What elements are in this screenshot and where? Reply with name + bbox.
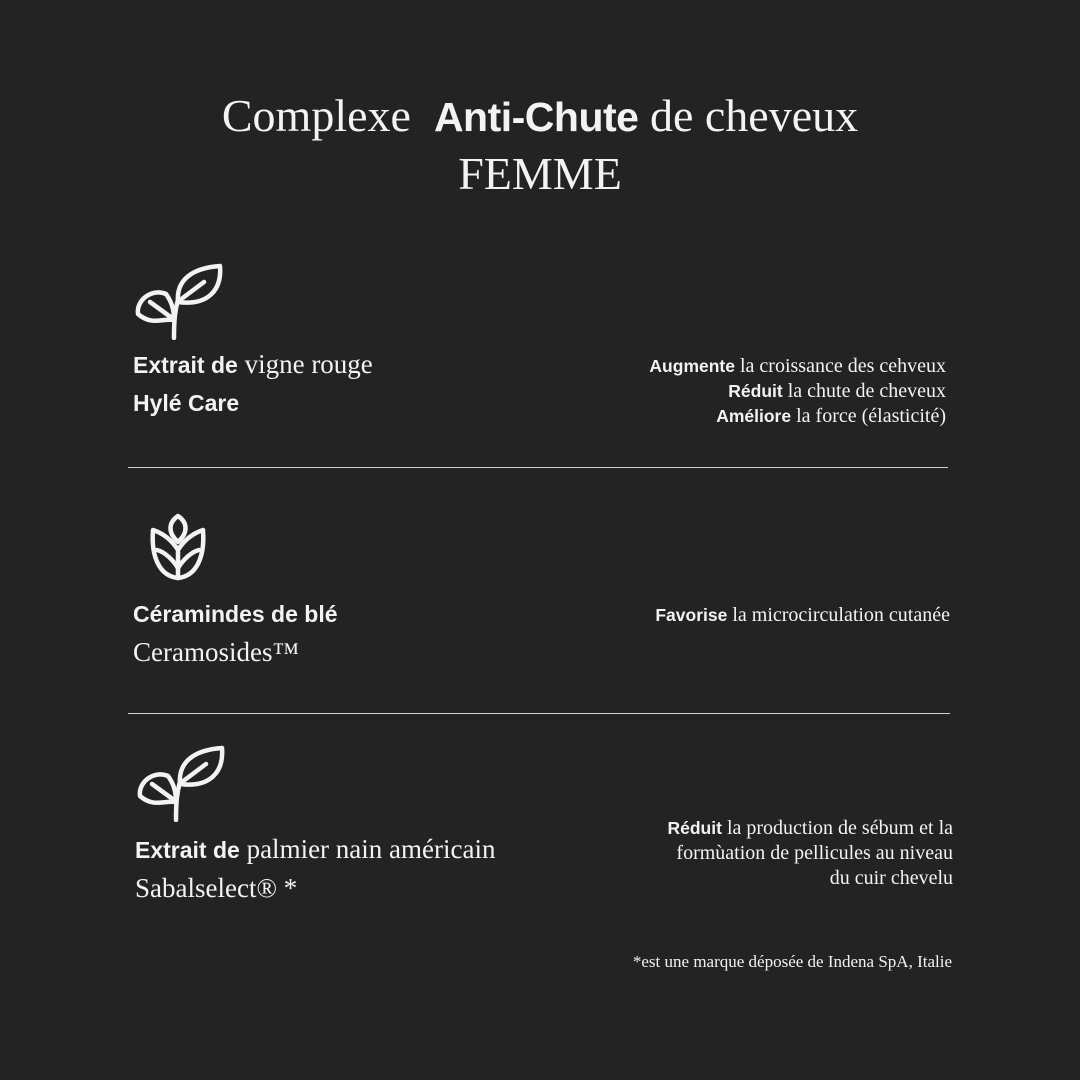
leaf-sprout-icon (132, 744, 228, 822)
divider (128, 713, 950, 714)
title-line-1 (0, 88, 1080, 145)
effect-line: Réduit la production de sébum et la (667, 817, 953, 839)
effect-line: formùation de pellicules au niveau (676, 842, 953, 864)
effect-line: du cuir chevelu (829, 867, 953, 889)
ingredient-2-brand: Ceramosides™ (133, 637, 299, 667)
title-highlight: Anti-Chute (433, 94, 639, 140)
title-suffix: de cheveux (649, 90, 859, 141)
ingredient-3-name: Extrait de palmier nain américain (135, 834, 496, 864)
effect-line: Améliore la force (élasticité) (716, 405, 946, 427)
ingredient-2 (133, 595, 338, 671)
effect-line: Favorise la microcirculation cutanée (655, 604, 950, 626)
ingredient-3-brand: Sabalselect® * (135, 873, 298, 903)
title-line-2: FEMME (458, 148, 622, 199)
effect-line: Augmente la croissance des cehveux (649, 355, 946, 377)
ingredient-2-name: Céramindes de blé (133, 601, 338, 627)
footnote: *est une marque déposée de Indena SpA, Italie (632, 952, 952, 971)
ingredient-3-effects (668, 816, 954, 891)
effect-line: Réduit la chute de cheveux (728, 380, 946, 402)
ingredient-1-effects (649, 354, 946, 429)
title-prefix: Complexe (221, 90, 411, 141)
ingredient-2-effects (655, 603, 950, 628)
ingredient-1 (133, 345, 373, 422)
divider (128, 467, 948, 468)
wheat-icon (147, 512, 209, 582)
ingredient-1-brand: Hylé Care (133, 390, 240, 416)
leaf-sprout-icon (130, 262, 226, 340)
ingredient-3 (135, 830, 495, 907)
ingredient-1-name: Extrait de vigne rouge (133, 349, 373, 379)
